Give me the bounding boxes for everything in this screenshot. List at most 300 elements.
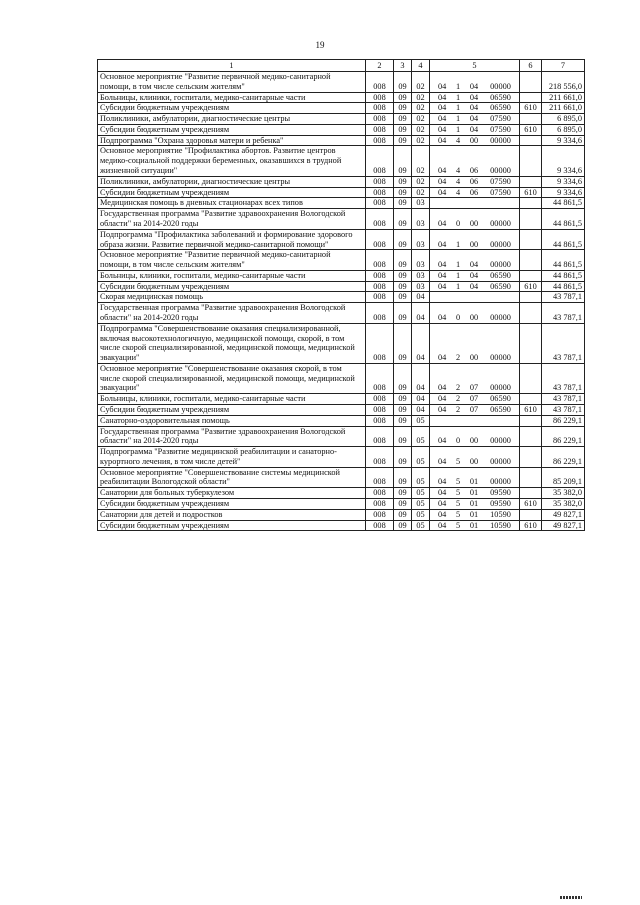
target-article-part: 4 bbox=[455, 187, 461, 197]
section-code: 09 bbox=[394, 303, 412, 324]
amount: 211 661,0 bbox=[542, 92, 585, 103]
amount: 211 661,0 bbox=[542, 103, 585, 114]
ministry-code: 008 bbox=[366, 114, 394, 125]
target-article-part: 07 bbox=[469, 383, 479, 393]
target-article-code bbox=[430, 426, 520, 447]
subsection-code: 04 bbox=[412, 394, 430, 405]
target-article-code bbox=[430, 135, 520, 146]
target-article-parts bbox=[432, 405, 517, 415]
target-article-part: 0 bbox=[455, 312, 461, 322]
expense-type-code bbox=[520, 303, 542, 324]
row-name: Субсидии бюджетным учреждениям bbox=[98, 187, 366, 198]
section-code: 09 bbox=[394, 103, 412, 114]
target-article-parts bbox=[432, 103, 517, 113]
target-article-part: 06 bbox=[469, 166, 479, 176]
target-article-code bbox=[430, 405, 520, 416]
expense-type-code bbox=[520, 135, 542, 146]
row-name: Скорая медицинская помощь bbox=[98, 292, 366, 303]
ministry-code: 008 bbox=[366, 270, 394, 281]
row-name: Санаторно-оздоровительная помощь bbox=[98, 415, 366, 426]
ministry-code: 008 bbox=[366, 415, 394, 426]
target-article-part: 04 bbox=[469, 124, 479, 134]
expense-type-code: 610 bbox=[520, 103, 542, 114]
amount: 9 334,6 bbox=[542, 135, 585, 146]
target-article-part: 04 bbox=[469, 281, 479, 291]
target-article-parts bbox=[432, 383, 517, 393]
table-row bbox=[98, 394, 585, 405]
row-name: Подпрограмма "Развитие медицинской реабилитации и санаторно-курортного лечения, в том числе детей" bbox=[98, 447, 366, 468]
section-code: 09 bbox=[394, 135, 412, 146]
expense-type-code: 610 bbox=[520, 520, 542, 531]
target-article-part: 04 bbox=[437, 312, 447, 322]
subsection-code: 02 bbox=[412, 92, 430, 103]
table-row bbox=[98, 92, 585, 103]
target-article-parts bbox=[432, 82, 517, 92]
target-article-parts bbox=[432, 353, 517, 363]
row-name: Подпрограмма "Охрана здоровья матери и ребенка" bbox=[98, 135, 366, 146]
expense-type-code: 610 bbox=[520, 281, 542, 292]
target-article-part: 1 bbox=[455, 103, 461, 113]
target-article-part: 5 bbox=[455, 488, 461, 498]
row-name: Субсидии бюджетным учреждениям bbox=[98, 405, 366, 416]
section-code: 09 bbox=[394, 72, 412, 93]
target-article-part: 06590 bbox=[490, 103, 511, 113]
target-article-part: 04 bbox=[437, 456, 447, 466]
section-code: 09 bbox=[394, 323, 412, 363]
target-article-part: 00000 bbox=[490, 239, 511, 249]
table-row bbox=[98, 426, 585, 447]
target-article-part: 07 bbox=[469, 394, 479, 404]
target-article-part: 09590 bbox=[490, 488, 511, 498]
target-article-part: 1 bbox=[455, 92, 461, 102]
target-article-part: 5 bbox=[455, 456, 461, 466]
table-row bbox=[98, 176, 585, 187]
table-row bbox=[98, 323, 585, 363]
row-name: Основное мероприятие "Развитие первичной медико-санитарной помощи, в том числе сельским жителям" bbox=[98, 72, 366, 93]
subsection-code: 05 bbox=[412, 499, 430, 510]
target-article-part: 10590 bbox=[490, 520, 511, 530]
expense-type-code: 610 bbox=[520, 124, 542, 135]
header-cell: 6 bbox=[520, 60, 542, 72]
target-article-part: 04 bbox=[437, 218, 447, 228]
target-article-part: 04 bbox=[437, 260, 447, 270]
target-article-part: 04 bbox=[437, 92, 447, 102]
target-article-part: 04 bbox=[469, 114, 479, 124]
amount: 44 861,5 bbox=[542, 281, 585, 292]
target-article-part: 04 bbox=[437, 509, 447, 519]
row-name: Основное мероприятие "Профилактика абортов. Развитие центров медико-социальной поддержки беременных, оказавшихся в трудной жизненной ситуации" bbox=[98, 146, 366, 176]
ministry-code: 008 bbox=[366, 146, 394, 176]
subsection-code: 03 bbox=[412, 229, 430, 250]
table-row bbox=[98, 292, 585, 303]
amount: 43 787,1 bbox=[542, 292, 585, 303]
target-article-part: 00 bbox=[469, 218, 479, 228]
target-article-part: 04 bbox=[437, 394, 447, 404]
row-name: Подпрограмма "Профилактика заболеваний и формирование здорового образа жизни. Развитие первичной медико-санитарной помощи" bbox=[98, 229, 366, 250]
target-article-code bbox=[430, 447, 520, 468]
target-article-part: 0 bbox=[455, 218, 461, 228]
subsection-code: 05 bbox=[412, 447, 430, 468]
expense-type-code: 610 bbox=[520, 187, 542, 198]
target-article-part: 00 bbox=[469, 239, 479, 249]
row-name: Субсидии бюджетным учреждениям bbox=[98, 103, 366, 114]
ministry-code: 008 bbox=[366, 281, 394, 292]
target-article-parts bbox=[432, 166, 517, 176]
target-article-part: 04 bbox=[437, 135, 447, 145]
ministry-code: 008 bbox=[366, 303, 394, 324]
table-row bbox=[98, 135, 585, 146]
target-article-part: 00000 bbox=[490, 436, 511, 446]
ministry-code: 008 bbox=[366, 176, 394, 187]
header-cell: 3 bbox=[394, 60, 412, 72]
row-name: Санатории для детей и подростков bbox=[98, 509, 366, 520]
target-article-part: 5 bbox=[455, 499, 461, 509]
target-article-part: 04 bbox=[437, 270, 447, 280]
target-article-code bbox=[430, 323, 520, 363]
target-article-part: 1 bbox=[455, 124, 461, 134]
subsection-code: 03 bbox=[412, 281, 430, 292]
target-article-part: 07590 bbox=[490, 114, 511, 124]
target-article-parts bbox=[432, 521, 517, 531]
target-article-code bbox=[430, 250, 520, 271]
target-article-part: 04 bbox=[437, 281, 447, 291]
target-article-code bbox=[430, 499, 520, 510]
table-row bbox=[98, 467, 585, 488]
row-name: Медицинская помощь в дневных стационарах всех типов bbox=[98, 198, 366, 209]
ministry-code: 008 bbox=[366, 426, 394, 447]
amount: 85 209,1 bbox=[542, 467, 585, 488]
target-article-part: 04 bbox=[437, 405, 447, 414]
amount: 44 861,5 bbox=[542, 250, 585, 271]
target-article-code bbox=[430, 292, 520, 303]
target-article-part: 1 bbox=[455, 239, 461, 249]
expense-type-code bbox=[520, 488, 542, 499]
ministry-code: 008 bbox=[366, 209, 394, 230]
ministry-code: 008 bbox=[366, 229, 394, 250]
target-article-parts bbox=[432, 282, 517, 292]
amount: 44 861,5 bbox=[542, 270, 585, 281]
table-row bbox=[98, 405, 585, 416]
section-code: 09 bbox=[394, 124, 412, 135]
target-article-part: 01 bbox=[469, 509, 479, 519]
target-article-parts bbox=[432, 125, 517, 135]
target-article-parts bbox=[432, 260, 517, 270]
target-article-code bbox=[430, 270, 520, 281]
target-article-part: 4 bbox=[455, 135, 461, 145]
subsection-code: 02 bbox=[412, 187, 430, 198]
section-code: 09 bbox=[394, 187, 412, 198]
expense-type-code bbox=[520, 426, 542, 447]
subsection-code: 02 bbox=[412, 146, 430, 176]
table-row bbox=[98, 198, 585, 209]
target-article-part: 04 bbox=[437, 114, 447, 124]
target-article-code bbox=[430, 103, 520, 114]
target-article-part: 1 bbox=[455, 260, 461, 270]
target-article-parts bbox=[432, 313, 517, 323]
row-name: Подпрограмма "Совершенствование оказания специализированной, включая высокотехнологичную, медицинской помощи, скорой, в том числе скорой специализированной, медицинской помощи, медицинской эвакуации" bbox=[98, 323, 366, 363]
row-name: Государственная программа "Развитие здравоохранения Вологодской области" на 2014-2020 годы bbox=[98, 209, 366, 230]
section-code: 09 bbox=[394, 176, 412, 187]
target-article-code bbox=[430, 72, 520, 93]
row-name: Основное мероприятие "Совершенствование оказания скорой, в том числе скорой специализированной, медицинской помощи, медицинской эвакуации" bbox=[98, 363, 366, 393]
ministry-code: 008 bbox=[366, 447, 394, 468]
subsection-code: 04 bbox=[412, 292, 430, 303]
target-article-part: 06590 bbox=[490, 92, 511, 102]
budget-table bbox=[97, 59, 585, 531]
target-article-code bbox=[430, 146, 520, 176]
row-name: Больницы, клиники, госпитали, медико-санитарные части bbox=[98, 394, 366, 405]
target-article-part: 04 bbox=[437, 176, 447, 186]
target-article-code bbox=[430, 124, 520, 135]
target-article-parts bbox=[432, 188, 517, 198]
target-article-part: 00 bbox=[469, 135, 479, 145]
subsection-code: 03 bbox=[412, 209, 430, 230]
target-article-part: 00000 bbox=[490, 81, 511, 91]
target-article-code bbox=[430, 229, 520, 250]
expense-type-code bbox=[520, 447, 542, 468]
target-article-parts bbox=[432, 436, 517, 446]
subsection-code: 02 bbox=[412, 124, 430, 135]
row-name: Санатории для больных туберкулезом bbox=[98, 488, 366, 499]
expense-type-code bbox=[520, 176, 542, 187]
target-article-part: 4 bbox=[455, 176, 461, 186]
section-code: 09 bbox=[394, 499, 412, 510]
ministry-code: 008 bbox=[366, 363, 394, 393]
section-code: 09 bbox=[394, 394, 412, 405]
target-article-code bbox=[430, 394, 520, 405]
subsection-code: 03 bbox=[412, 270, 430, 281]
target-article-part: 1 bbox=[455, 281, 461, 291]
table-row bbox=[98, 103, 585, 114]
target-article-part: 06 bbox=[469, 176, 479, 186]
target-article-part: 04 bbox=[469, 270, 479, 280]
target-article-parts bbox=[432, 499, 517, 509]
subsection-code: 04 bbox=[412, 303, 430, 324]
header-cell: 4 bbox=[412, 60, 430, 72]
expense-type-code bbox=[520, 229, 542, 250]
section-code: 09 bbox=[394, 281, 412, 292]
target-article-parts bbox=[432, 177, 517, 187]
target-article-code bbox=[430, 92, 520, 103]
table-row bbox=[98, 270, 585, 281]
section-code: 09 bbox=[394, 292, 412, 303]
subsection-code: 02 bbox=[412, 114, 430, 125]
table-row bbox=[98, 146, 585, 176]
table-row bbox=[98, 520, 585, 531]
target-article-part: 04 bbox=[437, 353, 447, 363]
table-row bbox=[98, 499, 585, 510]
expense-type-code bbox=[520, 72, 542, 93]
target-article-part: 04 bbox=[437, 81, 447, 91]
row-name: Субсидии бюджетным учреждениям bbox=[98, 281, 366, 292]
target-article-part: 04 bbox=[469, 260, 479, 270]
target-article-part: 04 bbox=[469, 92, 479, 102]
row-name: Субсидии бюджетным учреждениям bbox=[98, 520, 366, 531]
ministry-code: 008 bbox=[366, 509, 394, 520]
expense-type-code bbox=[520, 92, 542, 103]
target-article-part: 06590 bbox=[490, 270, 511, 280]
target-article-part: 07590 bbox=[490, 187, 511, 197]
subsection-code: 05 bbox=[412, 415, 430, 426]
target-article-part: 04 bbox=[437, 103, 447, 113]
ministry-code: 008 bbox=[366, 467, 394, 488]
row-name: Субсидии бюджетным учреждениям bbox=[98, 124, 366, 135]
subsection-code: 04 bbox=[412, 363, 430, 393]
ministry-code: 008 bbox=[366, 394, 394, 405]
target-article-code bbox=[430, 509, 520, 520]
section-code: 09 bbox=[394, 509, 412, 520]
expense-type-code bbox=[520, 250, 542, 271]
target-article-part: 00 bbox=[469, 312, 479, 322]
amount: 6 895,0 bbox=[542, 114, 585, 125]
ministry-code: 008 bbox=[366, 250, 394, 271]
amount: 44 861,5 bbox=[542, 198, 585, 209]
table-row bbox=[98, 363, 585, 393]
subsection-code: 05 bbox=[412, 520, 430, 531]
table-row bbox=[98, 447, 585, 468]
target-article-part: 04 bbox=[469, 103, 479, 113]
expense-type-code bbox=[520, 146, 542, 176]
expense-type-code: 610 bbox=[520, 499, 542, 510]
target-article-part: 0 bbox=[455, 436, 461, 446]
target-article-part: 01 bbox=[469, 499, 479, 509]
expense-type-code bbox=[520, 509, 542, 520]
footer-mark bbox=[560, 896, 582, 899]
target-article-part: 00000 bbox=[490, 353, 511, 363]
target-article-parts bbox=[432, 136, 517, 146]
ministry-code: 008 bbox=[366, 124, 394, 135]
target-article-part: 06590 bbox=[490, 394, 511, 404]
target-article-part: 2 bbox=[455, 353, 461, 363]
target-article-parts bbox=[432, 394, 517, 404]
target-article-part: 00000 bbox=[490, 218, 511, 228]
target-article-code bbox=[430, 176, 520, 187]
ministry-code: 008 bbox=[366, 72, 394, 93]
ministry-code: 008 bbox=[366, 405, 394, 416]
target-article-part: 10590 bbox=[490, 509, 511, 519]
ministry-code: 008 bbox=[366, 520, 394, 531]
target-article-part: 00000 bbox=[490, 166, 511, 176]
target-article-code bbox=[430, 281, 520, 292]
target-article-part: 09590 bbox=[490, 499, 511, 509]
table-row bbox=[98, 124, 585, 135]
target-article-part: 1 bbox=[455, 114, 461, 124]
amount: 43 787,1 bbox=[542, 323, 585, 363]
section-code: 09 bbox=[394, 198, 412, 209]
target-article-parts bbox=[432, 477, 517, 487]
target-article-part: 4 bbox=[455, 166, 461, 176]
page-number: 19 bbox=[315, 40, 325, 50]
section-code: 09 bbox=[394, 488, 412, 499]
target-article-part: 00000 bbox=[490, 383, 511, 393]
row-name: Государственная программа "Развитие здравоохранения Вологодской области" на 2014-2020 годы bbox=[98, 426, 366, 447]
expense-type-code bbox=[520, 198, 542, 209]
subsection-code: 05 bbox=[412, 467, 430, 488]
header-cell: 5 bbox=[430, 60, 520, 72]
row-name: Больницы, клиники, госпитали, медико-санитарные части bbox=[98, 270, 366, 281]
target-article-part: 01 bbox=[469, 520, 479, 530]
target-article-part: 07 bbox=[469, 405, 479, 414]
target-article-part: 04 bbox=[437, 477, 447, 487]
table-body bbox=[98, 72, 585, 531]
section-code: 09 bbox=[394, 229, 412, 250]
target-article-code bbox=[430, 198, 520, 209]
target-article-part: 04 bbox=[437, 436, 447, 446]
target-article-part: 5 bbox=[455, 520, 461, 530]
target-article-part: 00000 bbox=[490, 135, 511, 145]
amount: 9 334,6 bbox=[542, 176, 585, 187]
section-code: 09 bbox=[394, 209, 412, 230]
target-article-part: 00000 bbox=[490, 260, 511, 270]
amount: 9 334,6 bbox=[542, 146, 585, 176]
target-article-code bbox=[430, 488, 520, 499]
expense-type-code bbox=[520, 270, 542, 281]
target-article-part: 04 bbox=[469, 81, 479, 91]
ministry-code: 008 bbox=[366, 103, 394, 114]
section-code: 09 bbox=[394, 405, 412, 416]
row-name: Больницы, клиники, госпитали, медико-санитарные части bbox=[98, 92, 366, 103]
target-article-code bbox=[430, 415, 520, 426]
ministry-code: 008 bbox=[366, 488, 394, 499]
table-row bbox=[98, 72, 585, 93]
row-name: Поликлиники, амбулатории, диагностические центры bbox=[98, 176, 366, 187]
target-article-code bbox=[430, 187, 520, 198]
amount: 43 787,1 bbox=[542, 405, 585, 416]
table-row bbox=[98, 488, 585, 499]
table-row bbox=[98, 509, 585, 520]
amount: 44 861,5 bbox=[542, 209, 585, 230]
amount: 43 787,1 bbox=[542, 394, 585, 405]
table-row bbox=[98, 250, 585, 271]
target-article-part: 2 bbox=[455, 394, 461, 404]
row-name: Субсидии бюджетным учреждениям bbox=[98, 499, 366, 510]
row-name: Основное мероприятие "Совершенствование системы медицинской реабилитации Вологодской области" bbox=[98, 467, 366, 488]
table-header-row bbox=[98, 60, 585, 72]
table-row bbox=[98, 229, 585, 250]
subsection-code: 02 bbox=[412, 135, 430, 146]
subsection-code: 02 bbox=[412, 103, 430, 114]
table-row bbox=[98, 303, 585, 324]
row-name: Основное мероприятие "Развитие первичной медико-санитарной помощи, в том числе сельским жителям" bbox=[98, 250, 366, 271]
amount: 9 334,6 bbox=[542, 187, 585, 198]
subsection-code: 04 bbox=[412, 323, 430, 363]
amount: 43 787,1 bbox=[542, 363, 585, 393]
target-article-part: 04 bbox=[437, 239, 447, 249]
amount: 35 382,0 bbox=[542, 499, 585, 510]
header-cell: 7 bbox=[542, 60, 585, 72]
target-article-parts bbox=[432, 114, 517, 124]
target-article-part: 06590 bbox=[490, 405, 511, 414]
target-article-part: 00000 bbox=[490, 477, 511, 487]
target-article-part: 04 bbox=[437, 520, 447, 530]
amount: 49 827,1 bbox=[542, 520, 585, 531]
table-row bbox=[98, 114, 585, 125]
section-code: 09 bbox=[394, 114, 412, 125]
target-article-part: 01 bbox=[469, 477, 479, 487]
target-article-part: 04 bbox=[437, 166, 447, 176]
header-cell: 2 bbox=[366, 60, 394, 72]
target-article-part: 00 bbox=[469, 436, 479, 446]
header-cell: 1 bbox=[98, 60, 366, 72]
section-code: 09 bbox=[394, 415, 412, 426]
subsection-code: 05 bbox=[412, 509, 430, 520]
target-article-part: 5 bbox=[455, 477, 461, 487]
amount: 86 229,1 bbox=[542, 447, 585, 468]
target-article-part: 00000 bbox=[490, 312, 511, 322]
subsection-code: 03 bbox=[412, 198, 430, 209]
target-article-code bbox=[430, 363, 520, 393]
section-code: 09 bbox=[394, 146, 412, 176]
